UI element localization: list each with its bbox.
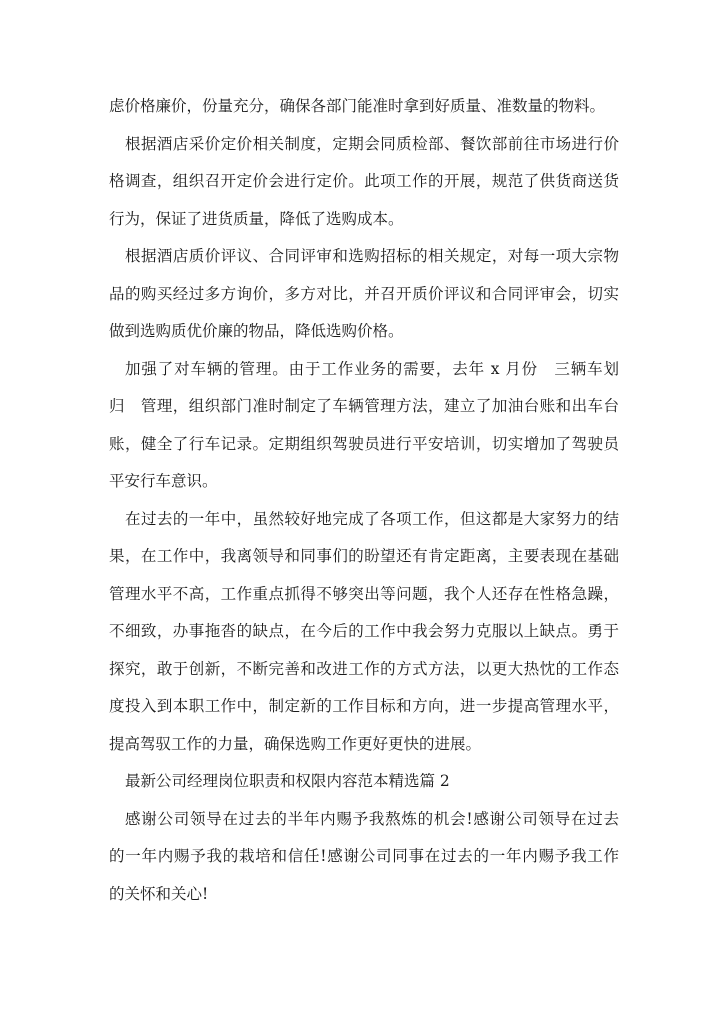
section-heading-text: 最新公司经理岗位职责和权限内容范本精选篇 2 (125, 772, 450, 790)
paragraph-line: 行为，保证了进货质量，降低了选购成本。 (109, 209, 404, 228)
document-body (109, 88, 619, 913)
paragraph-line: 果，在工作中，我离领导和同事们的盼望还有肯定距离，主要表现在基础 (109, 547, 619, 565)
paragraph (109, 801, 619, 914)
paragraph-line: 做到选购质优价廉的物品，降低选购价格。 (109, 322, 404, 340)
paragraph (109, 126, 619, 239)
paragraph-line: 在过去的一年中，虽然较好地完成了各项工作，但这都是大家努力的结 (125, 509, 619, 528)
paragraph (109, 88, 619, 126)
paragraph-line: 根据酒店质价评议、合同评审和选购招标的相关规定，对每一项大宗物 (125, 247, 619, 265)
paragraph-line: 归 管理，组织部门准时制定了车辆管理方法，建立了加油台账和出车台 (109, 397, 619, 415)
paragraph-line: 平安行车意识。 (109, 472, 218, 490)
paragraph-line: 品的购买经过多方询价，多方对比，并召开质价评议和合同评审会，切实 (109, 284, 619, 303)
paragraph-line: 加强了对车辆的管理。由于工作业务的需要，去年 x 月份 三辆车划 (125, 359, 619, 378)
paragraph-line: 账，健全了行车记录。定期组织驾驶员进行平安培训，切实增加了驾驶员 (109, 434, 619, 453)
paragraph-line: 的关怀和关心! (109, 884, 209, 903)
paragraph-line: 探究，敢于创新，不断完善和改进工作的方式方法，以更大热忱的工作态 (109, 659, 619, 678)
paragraph-line: 虑价格廉价，份量充分，确保各部门能准时拿到好质量、准数量的物料。 (109, 97, 606, 115)
paragraph (109, 501, 619, 764)
section-heading (109, 763, 619, 801)
paragraph-line: 管理水平不高，工作重点抓得不够突出等问题，我个人还存在性格急躁， (109, 584, 619, 603)
paragraph-line: 不细致，办事拖沓的缺点，在今后的工作中我会努力克服以上缺点。勇于 (109, 622, 619, 640)
paragraph-line: 格调查，组织召开定价会进行定价。此项工作的开展，规范了供货商送货 (109, 172, 619, 190)
paragraph-line: 度投入到本职工作中，制定新的工作目标和方向，进一步提高管理水平， (109, 697, 619, 715)
paragraph-line: 根据酒店采价定价相关制度，定期会同质检部、餐饮部前往市场进行价 (125, 134, 619, 153)
paragraph-line: 提高驾驭工作的力量，确保选购工作更好更快的进展。 (109, 734, 482, 753)
paragraph (109, 238, 619, 351)
paragraph-line: 感谢公司领导在过去的半年内赐予我熬炼的机会!感谢公司领导在过去 (125, 809, 619, 828)
paragraph-line: 的一年内赐予我的栽培和信任!感谢公司同事在过去的一年内赐予我工作 (109, 847, 619, 865)
paragraph (109, 351, 619, 501)
